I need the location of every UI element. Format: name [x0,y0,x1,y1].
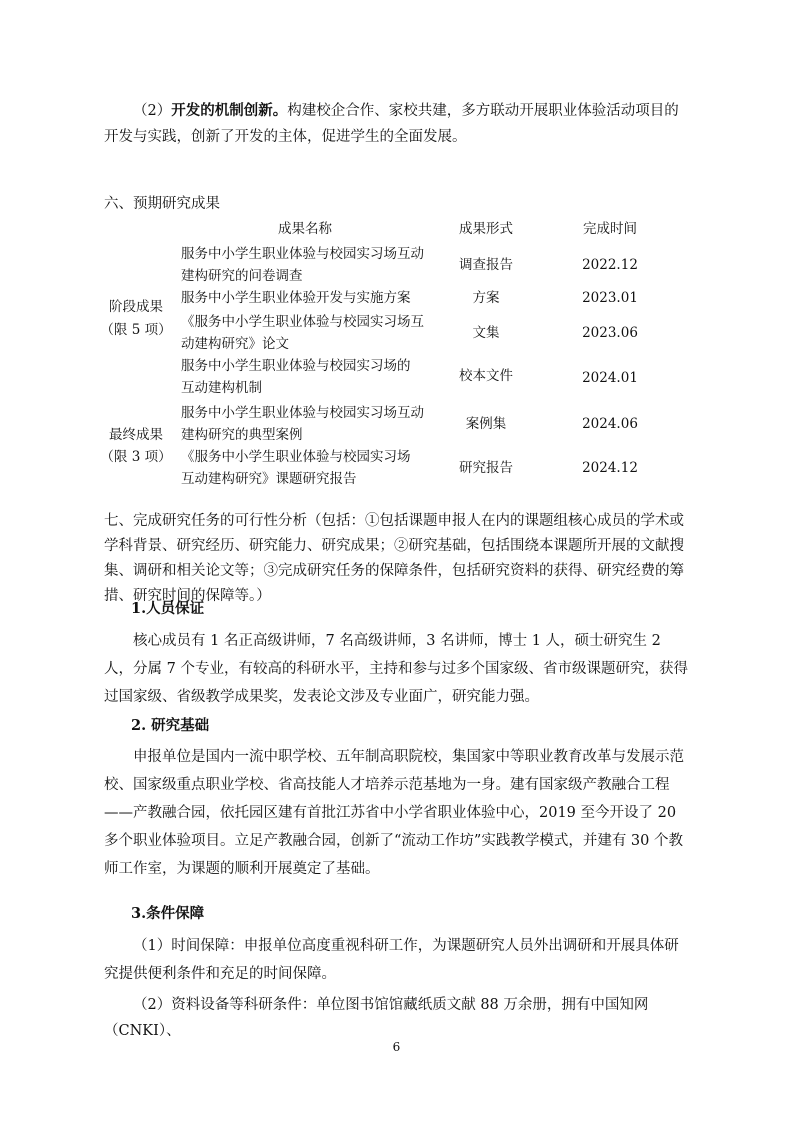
row4-form: 校本文件 [459,368,513,384]
row3-form: 文集 [472,325,500,341]
col-header-form: 成果形式 [459,221,513,237]
resources-paragraph: （2）资料设备等科研条件：单位图书馆馆藏纸质文献 88 万余册，拥有中国知网（CNKI）、 [104,997,649,1039]
col-header-name: 成果名称 [278,221,332,237]
final-label-line2: （限 3 项） [100,449,172,465]
item-heading: 开发的机制创新。 [171,102,288,119]
row4-time: 2024.01 [582,370,638,386]
row1-name-line2: 建构研究的问卷调查 [181,268,303,284]
row3-time: 2023.06 [582,325,638,341]
row2-time: 2023.01 [582,290,638,306]
row2-form: 方案 [472,290,500,306]
personnel-paragraph: 核心成员有 1 名正高级讲师，7 名高级讲师，3 名讲师，博士 1 人，硕士研究生 2 人，分属 7 个专业，有较高的科研水平，主持和参与过多个国家级、省市级课题研究，获得过国家级、省级教学成果奖，发表论文涉及专业面广，研究能力强。 [104,633,688,705]
heading-research-basis: 2. 研究基础 [131,717,210,734]
row6-form: 研究报告 [459,460,513,476]
row1-time: 2022.12 [582,257,638,273]
row1-form: 调查报告 [459,257,513,273]
row4-name-line2: 互动建构机制 [181,380,262,396]
heading-conditions: 3.条件保障 [131,905,205,922]
research-basis-paragraph: 申报单位是国内一流中职学校、五年制高职院校，集国家中等职业教育改革与发展示范校、国家级重点职业学校、省高技能人才培养示范基地为一身。建有国家级产教融合工程——产教融合园，依托园区建有首批江苏省中小学省职业体验中心，2019 至今开设了 20 多个职业体验项目。立足产教融合园，创新了“流动工作坊”实践教学模式，并建有 30 个教师工作室，为课题的顺利开展奠定了基础。 [104,749,684,877]
item-body: 构建校企合作、家校共建，多方联动开展职业体验活动项目的开发与实践，创新了开发的主体，促进学生的全面发展。 [104,103,679,145]
page-number: 6 [392,1040,401,1054]
row4-name-line1: 服务中小学生职业体验与校园实习场的 [181,358,411,374]
section-7-title: 七、完成研究任务的可行性分析（包括：①包括课题申报人在内的课题组核心成员的学术或学科背景、研究经历、研究能力、研究成果；②研究基础，包括围绕本课题所开展的文献搜集、调研和相关论文等；③完成研究任务的保障条件，包括研究资料的获得、研究经费的筹措、研究时间的保障等。） [104,513,684,604]
row6-name-line1: 《服务中小学生职业体验与校园实习场 [181,449,411,465]
final-label-line1: 最终成果 [109,427,163,443]
section-6-title: 六、预期研究成果 [104,196,220,212]
row5-time: 2024.06 [582,416,638,432]
row5-name-line2: 建构研究的典型案例 [181,427,303,443]
row3-name-line2: 动建构研究》论文 [181,336,289,352]
row6-time: 2024.12 [582,460,638,476]
row3-name-line1: 《服务中小学生职业体验与校园实习场互 [181,314,424,330]
stage-label-line2: （限 5 项） [100,322,172,338]
row2-name-line1: 服务中小学生职业体验开发与实施方案 [181,290,411,306]
row5-form: 案例集 [465,416,507,432]
row6-name-line2: 互动建构研究》课题研究报告 [181,471,357,487]
time-guarantee-paragraph: （1）时间保障：申报单位高度重视科研工作，为课题研究人员外出调研和开展具体研究提供便利条件和充足的时间保障。 [104,938,679,982]
row5-name-line1: 服务中小学生职业体验与校园实习场互动 [181,405,424,421]
item-number: （2） [133,103,172,119]
row1-name-line1: 服务中小学生职业体验与校园实习场互动 [181,246,424,262]
heading-personnel: 1.人员保证 [131,600,205,617]
col-header-time: 完成时间 [583,221,637,237]
stage-label-line1: 阶段成果 [109,299,163,315]
mechanism-innovation-paragraph [104,98,690,150]
